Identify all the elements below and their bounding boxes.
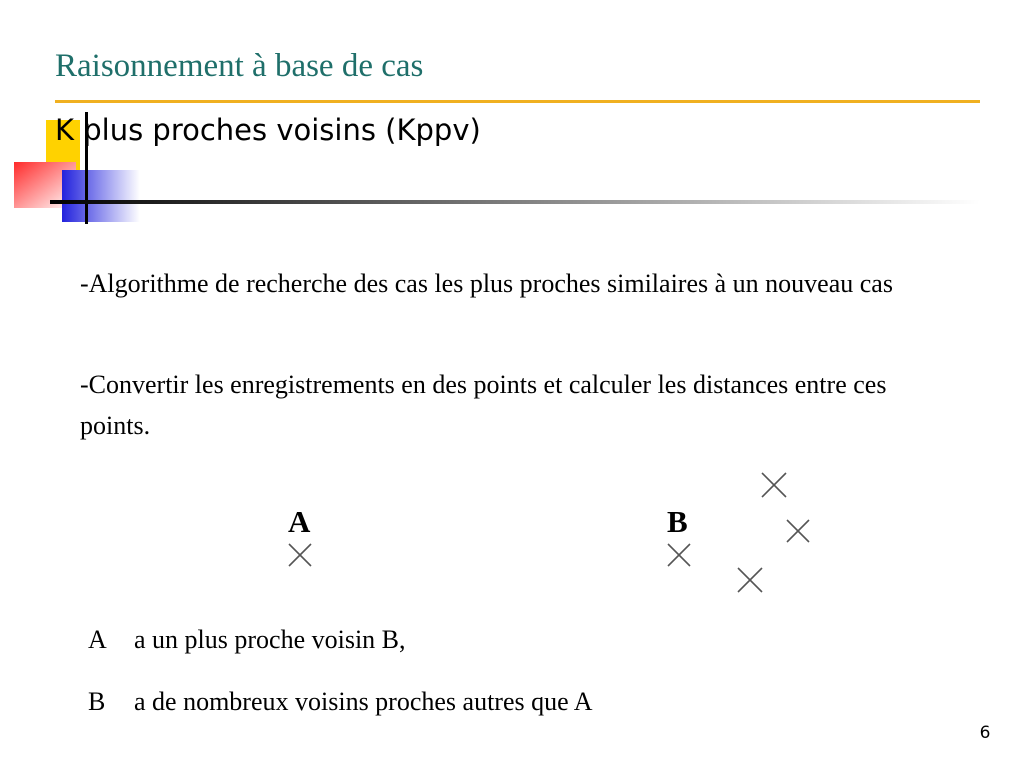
point-label-a: A: [288, 504, 311, 539]
logo-blue-square: [62, 170, 140, 222]
point-label-b: B: [667, 504, 688, 539]
caption-a: [88, 625, 406, 655]
logo-horizontal-line: [50, 200, 980, 204]
neighbors-diagram: [270, 460, 830, 605]
neighbor-cross-icon: [787, 520, 809, 542]
slide-subtitle: K plus proches voisins (Kppv): [55, 113, 481, 147]
neighbor-cross-icon: [762, 473, 786, 497]
page-number: 6: [979, 723, 991, 743]
caption-a-letter: A: [88, 625, 107, 654]
point-a-cross-icon: [289, 544, 311, 566]
title-underline: [55, 100, 980, 103]
caption-b-letter: B: [88, 687, 106, 716]
caption-b-text: a de nombreux voisins proches autres que A: [134, 687, 593, 716]
paragraph-convert: -Convertir les enregistrements en des points et calculer les distances entre ces points.: [80, 370, 887, 440]
paragraph-algorithm: -Algorithme de recherche des cas les plus proches similaires à un nouveau cas: [80, 269, 893, 298]
neighbor-cross-icon: [738, 568, 762, 592]
slide-title: Raisonnement à base de cas: [55, 48, 424, 84]
caption-b: [88, 687, 593, 717]
caption-a-text: a un plus proche voisin B,: [134, 625, 406, 654]
point-b-cross-icon: [668, 544, 690, 566]
